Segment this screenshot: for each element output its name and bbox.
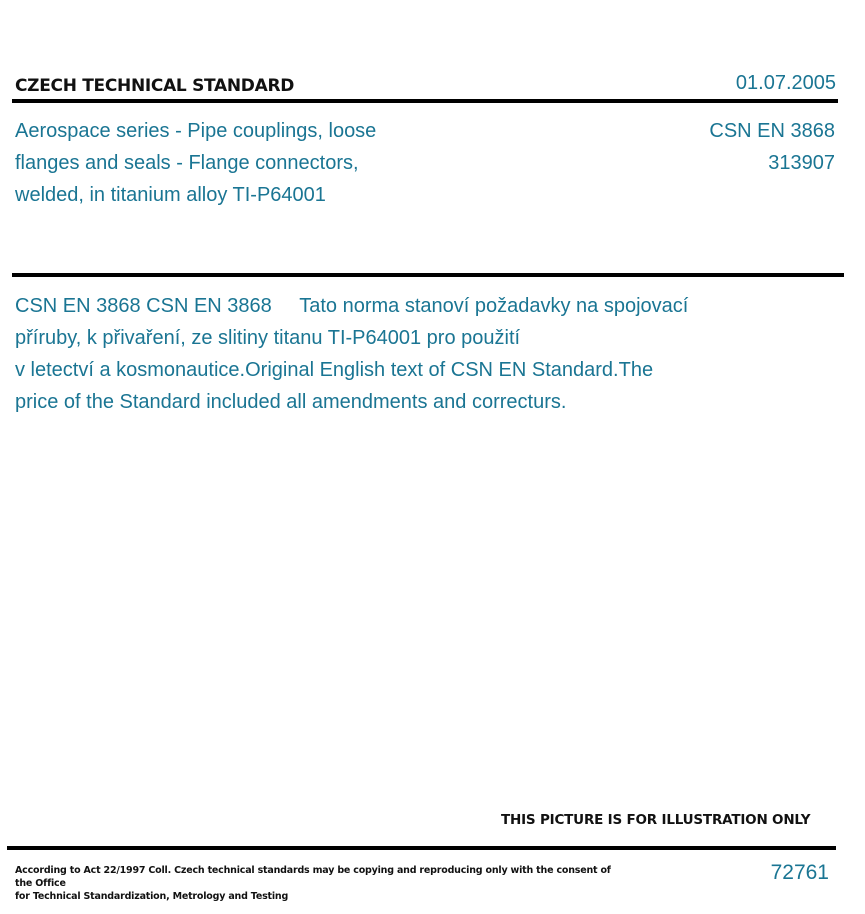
standard-number: 313907 bbox=[768, 152, 835, 174]
title-divider bbox=[12, 273, 844, 277]
description-line: příruby, k přivaření, ze slitiny titanu TI-P64001 pro použití bbox=[15, 327, 521, 349]
illustration-note: THIS PICTURE IS FOR ILLUSTRATION ONLY bbox=[501, 812, 811, 828]
catalog-number: 72761 bbox=[770, 861, 829, 884]
standard-title-line: Aerospace series - Pipe couplings, loose bbox=[15, 120, 377, 142]
standard-title bbox=[15, 115, 445, 211]
description-line: price of the Standard included all amendments and correcturs. bbox=[15, 391, 567, 413]
description-line: v letectví a kosmonautice.Original English text of CSN EN Standard.The bbox=[15, 359, 654, 381]
footer-divider bbox=[7, 846, 836, 850]
description-line: CSN EN 3868 CSN EN 3868 Tato norma stanoví požadavky na spojovací bbox=[15, 295, 689, 317]
legal-notice-line: for Technical Standardization, Metrology and Testing bbox=[15, 891, 289, 902]
standard-title-line: flanges and seals - Flange connectors, bbox=[15, 152, 359, 174]
header-divider bbox=[12, 99, 838, 103]
standard-title-line: welded, in titanium alloy TI-P64001 bbox=[15, 184, 326, 206]
standard-identifiers bbox=[709, 115, 835, 179]
standard-code: CSN EN 3868 bbox=[709, 120, 835, 142]
legal-notice bbox=[15, 864, 615, 903]
standard-description bbox=[15, 290, 775, 418]
document-header-label: CZECH TECHNICAL STANDARD bbox=[15, 76, 295, 96]
publication-date: 01.07.2005 bbox=[735, 72, 836, 94]
legal-notice-line: According to Act 22/1997 Coll. Czech technical standards may be copying and reproducing only with the consent of the Office bbox=[15, 865, 611, 889]
